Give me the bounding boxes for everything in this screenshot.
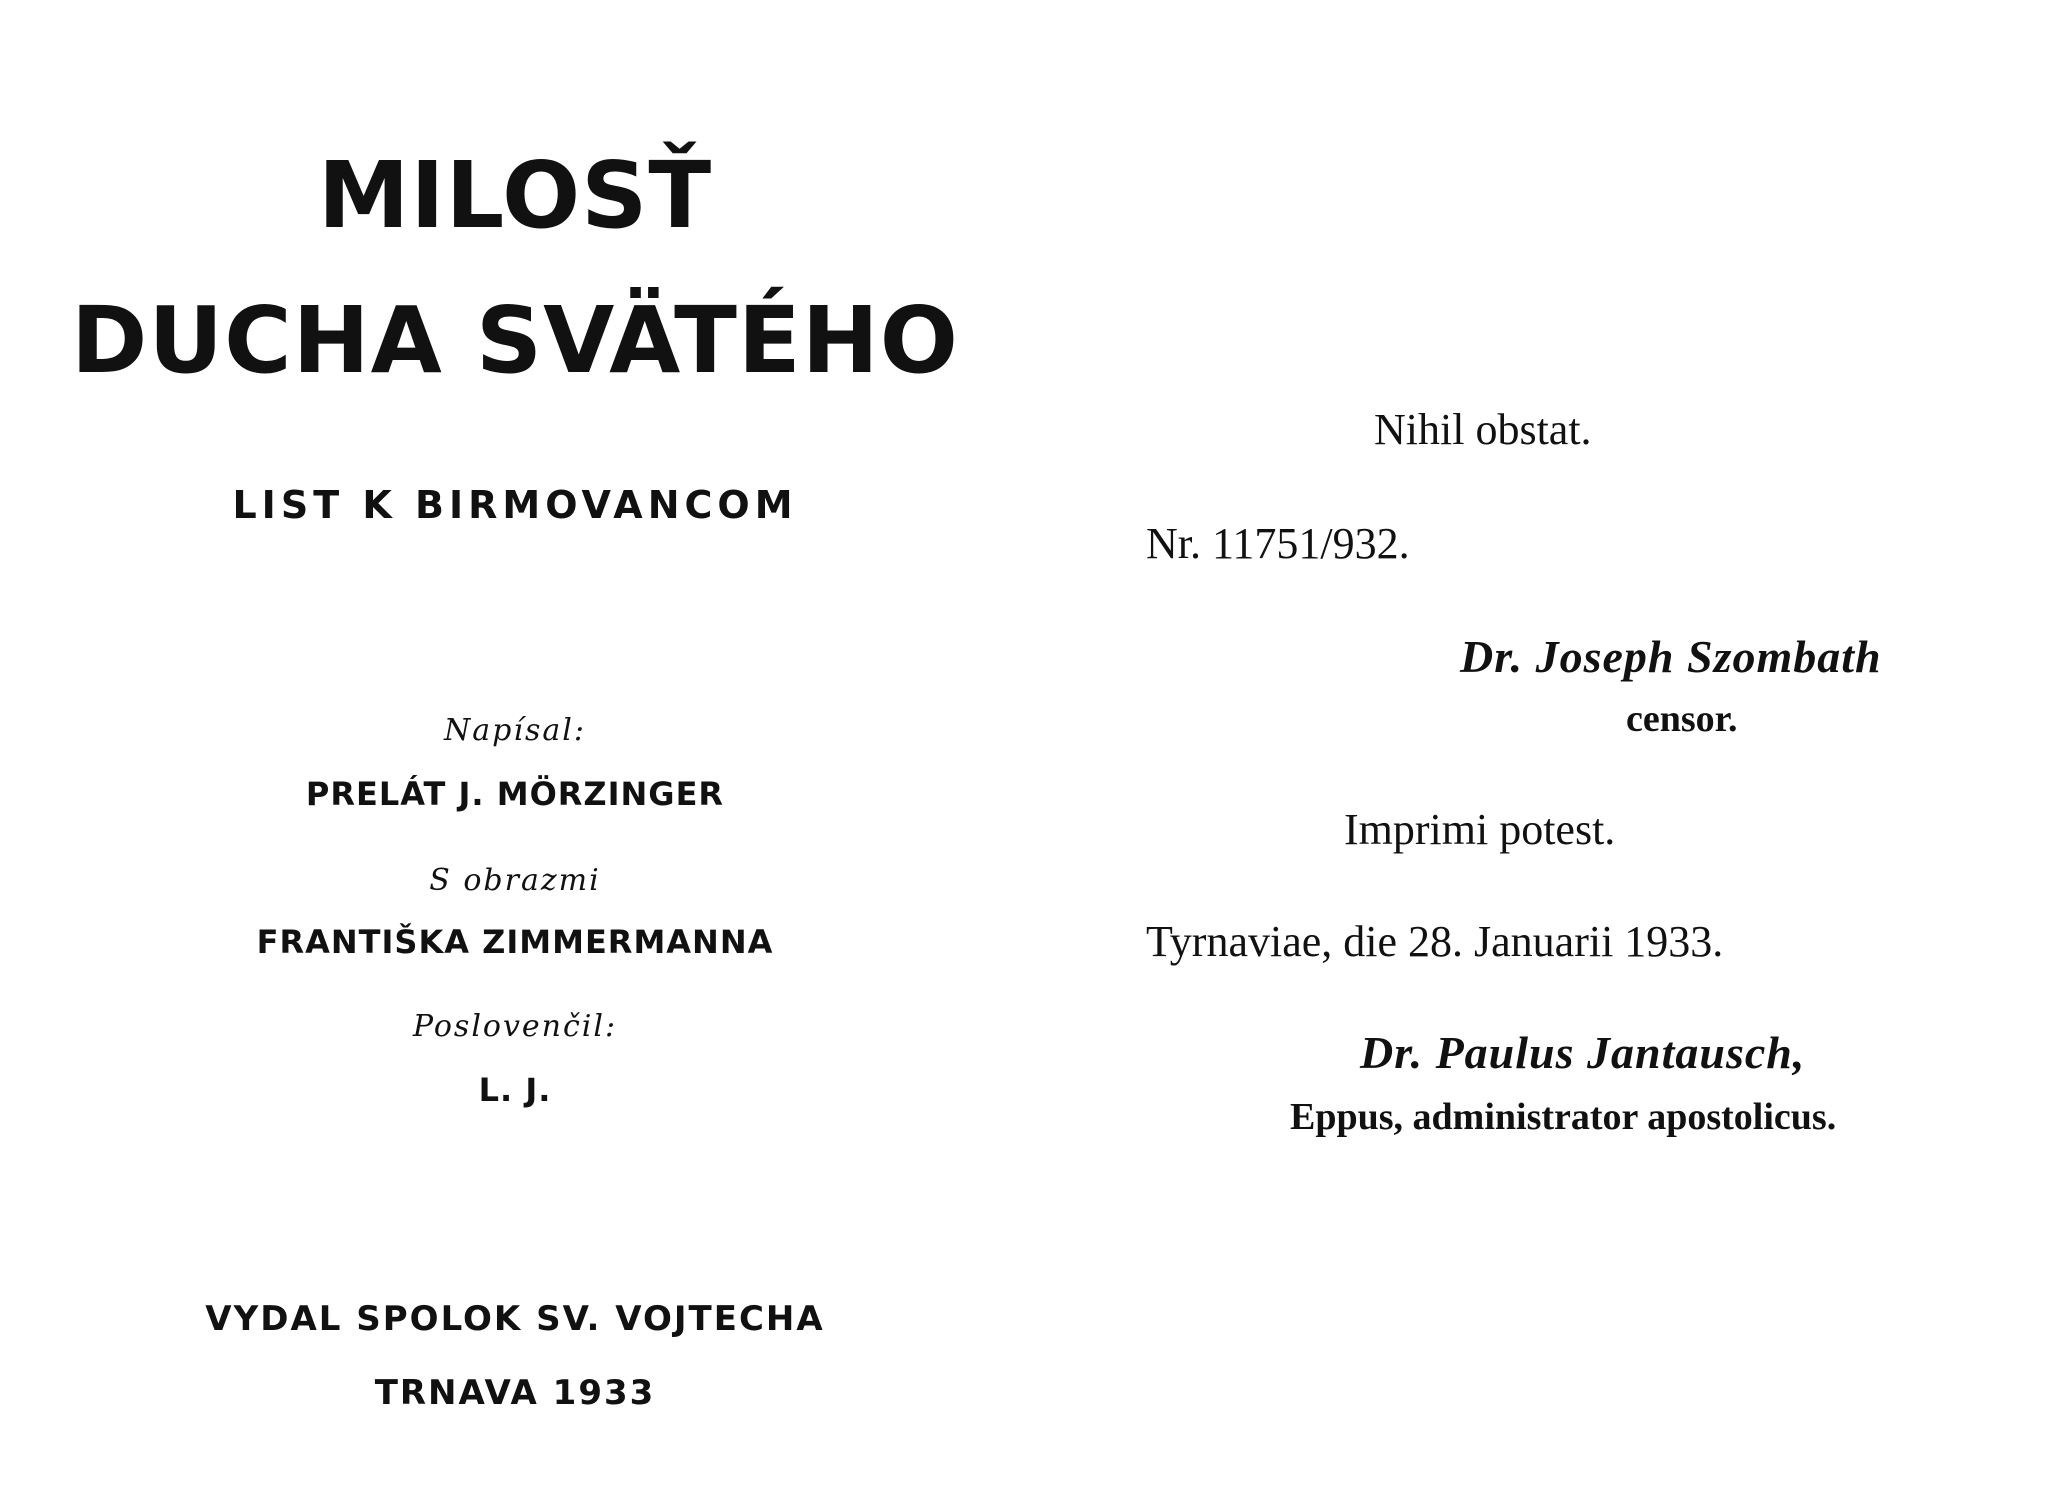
nihil-obstat: Nihil obstat. [1374,405,1592,454]
reference-number: Nr. 11751/932. [1146,519,1410,568]
censor-role: censor. [1626,698,1738,740]
censor-name: Dr. Joseph Szombath [1460,631,1882,682]
imprimatur-page [1030,0,2048,1500]
place-year: TRNAVA 1933 [374,1373,656,1413]
bishop-name: Dr. Paulus Jantausch, [1360,1027,1806,1078]
illustrator-name: FRANTIŠKA ZIMMERMANNA [256,923,774,961]
book-title-line-1: MILOSŤ [317,142,713,249]
author-label: Napísal: [444,713,586,748]
place-date: Tyrnaviae, die 28. Januarii 1933. [1146,917,1724,966]
bishop-role: Eppus, administrator apostolicus. [1290,1096,1837,1138]
author-name: PRELÁT J. MÖRZINGER [305,775,725,813]
illustrator-label: S obrazmi [429,863,601,898]
book-title-line-2: DUCHA SVÄTÉHO [71,287,959,394]
imprimi-potest: Imprimi potest. [1344,805,1616,854]
book-subtitle: LIST K BIRMOVANCOM [232,483,798,527]
translator-name: L. J. [478,1071,552,1109]
publisher-line: VYDAL SPOLOK SV. VOJTECHA [205,1299,825,1339]
translator-label: Poslovenčil: [412,1009,618,1044]
